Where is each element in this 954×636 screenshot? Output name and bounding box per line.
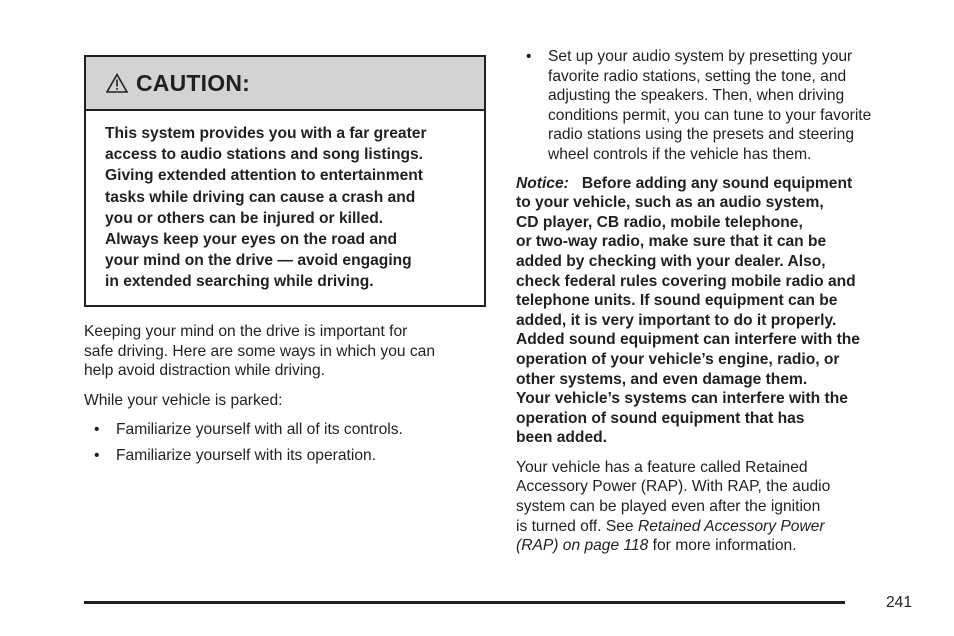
intro-line: help avoid distraction while driving.	[84, 362, 325, 380]
footer-rule	[84, 601, 845, 604]
notice-line: to your vehicle, such as an audio system,	[516, 194, 824, 212]
rap-text: is turned off. See	[516, 517, 638, 535]
list-item	[84, 446, 494, 466]
caution-line: you or others can be injured or killed.	[105, 209, 384, 227]
page-number: 241	[886, 594, 913, 611]
rap-reference-page[interactable]: (RAP) on page 118	[516, 537, 649, 555]
bullet-line: radio stations using the presets and steering	[548, 126, 854, 144]
rap-reference-link[interactable]: Retained Accessory Power	[637, 517, 825, 535]
notice-first-text: Before adding any sound equipment	[581, 174, 853, 192]
parked-bullet-list	[84, 420, 494, 465]
bullet-line: favorite radio stations, setting the tone, and	[548, 67, 847, 85]
rap-line	[516, 536, 926, 556]
bullet-line: adjusting the speakers. Then, when driving	[548, 87, 845, 105]
notice-line: added, it is very important to do it properly.	[516, 311, 837, 329]
bullet-icon: •	[94, 446, 100, 464]
notice-line: or two-way radio, make sure that it can be	[516, 233, 827, 251]
notice-paragraph	[516, 174, 926, 448]
notice-line: Your vehicle’s systems can interfere with the	[516, 390, 848, 408]
list-item	[516, 47, 926, 165]
caution-line: your mind on the drive — avoid engaging	[105, 252, 412, 270]
bullet-icon: •	[94, 421, 100, 439]
bullet-icon: •	[526, 48, 532, 65]
caution-title: CAUTION:	[136, 69, 251, 96]
bullet-line: Set up your audio system by presetting your	[548, 48, 853, 65]
caution-line: access to audio stations and song listings.	[105, 146, 424, 164]
left-column	[84, 322, 494, 472]
notice-line: Added sound equipment can interfere with the	[516, 331, 860, 349]
list-item-text: Familiarize yourself with its operation.	[116, 446, 376, 464]
notice-line	[516, 174, 926, 194]
caution-line: Giving extended attention to entertainment	[105, 167, 423, 185]
notice-line: added by checking with your dealer. Also,	[516, 252, 826, 270]
caution-header	[86, 57, 484, 111]
warning-triangle-icon	[106, 73, 128, 93]
list-item	[84, 420, 494, 440]
rap-paragraph	[516, 458, 926, 556]
notice-line: telephone units. If sound equipment can be	[516, 292, 838, 310]
caution-line: Always keep your eyes on the road and	[105, 231, 398, 249]
bullet-line: conditions permit, you can tune to your favorite	[548, 106, 872, 124]
notice-line: operation of sound equipment that has	[516, 409, 805, 427]
rap-line: system can be played even after the ignition	[516, 498, 821, 516]
intro-line: safe driving. Here are some ways in which you can	[84, 342, 436, 360]
caution-line: in extended searching while driving.	[105, 273, 374, 291]
notice-line: other systems, and even damage them.	[516, 370, 808, 388]
rap-line: Your vehicle has a feature called Retained	[516, 458, 808, 476]
bullet-line: wheel controls if the vehicle has them.	[548, 145, 812, 163]
caution-text	[86, 111, 484, 293]
intro-line: Keeping your mind on the drive is important for	[84, 323, 408, 340]
parked-heading: While your vehicle is parked:	[84, 391, 283, 409]
list-item-text: Familiarize yourself with all of its controls.	[116, 421, 403, 439]
caution-box	[84, 55, 486, 307]
notice-line: CD player, CB radio, mobile telephone,	[516, 213, 803, 231]
notice-line: operation of your vehicle’s engine, radio, or	[516, 350, 840, 368]
audio-setup-bullet	[516, 47, 926, 165]
rap-line	[516, 517, 926, 537]
rap-text: for more information.	[648, 537, 797, 555]
notice-line: been added.	[516, 429, 607, 447]
rap-line: Accessory Power (RAP). With RAP, the audio	[516, 478, 831, 496]
intro-paragraph	[84, 322, 494, 381]
notice-label: Notice:	[516, 174, 569, 192]
caution-line: tasks while driving can cause a crash and	[105, 188, 416, 206]
notice-line: check federal rules covering mobile radio and	[516, 272, 856, 290]
right-column	[516, 47, 926, 566]
caution-line: This system provides you with a far greater	[105, 125, 427, 142]
